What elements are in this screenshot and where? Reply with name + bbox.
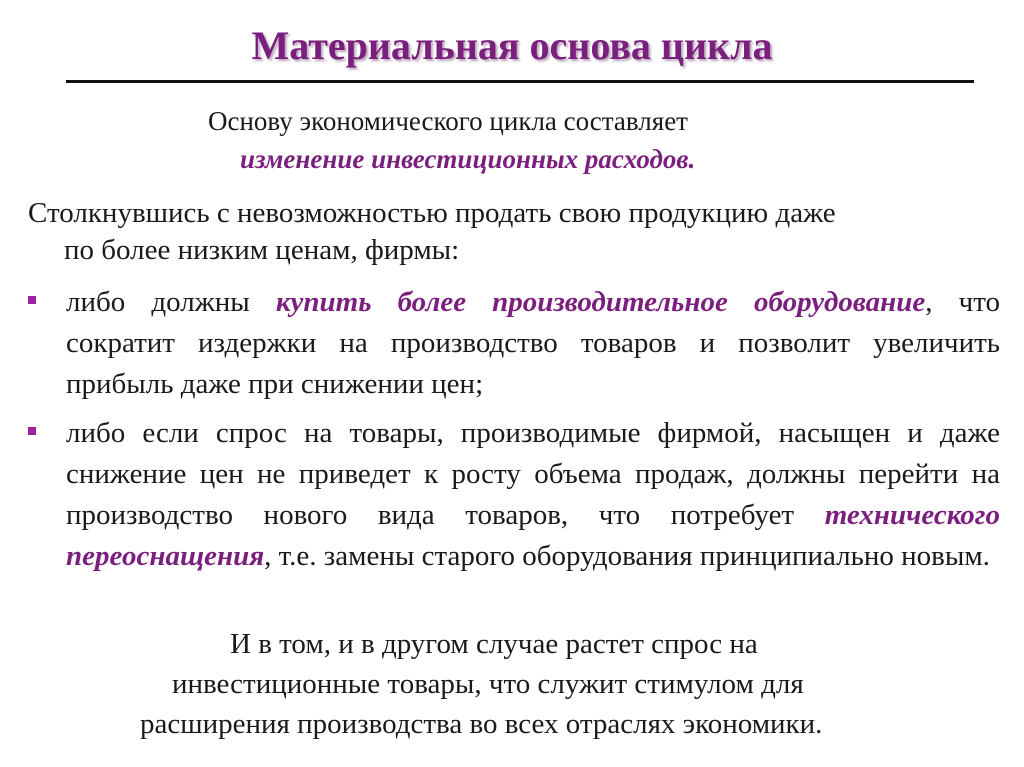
bullet-square-icon: [28, 427, 36, 435]
bullet-1-text-after: , что сократит издержки на производство товаров и позволит увеличить прибыль даже при снижении цен;: [66, 286, 1000, 400]
lead-line-1: Столкнувшись с невозможностью продать свою продукцию даже: [28, 197, 836, 229]
bullet-1-text-before: либо должны: [66, 286, 276, 318]
conclusion-line-2: инвестиционные товары, что служит стимулом для: [172, 668, 804, 700]
bullet-item-1: [66, 282, 1000, 405]
bullet-2-emphasis: технического переоснащения: [66, 499, 1000, 572]
lead-paragraph: [28, 195, 1003, 269]
bullet-2-text-after: , т.е. замены старого оборудования принципиально новым.: [264, 540, 990, 572]
intro-line-1: Основу экономического цикла составляет: [208, 106, 688, 136]
intro-line-2-emphasis: изменение инвестиционных расходов.: [240, 144, 696, 174]
bullet-2-text-before: либо если спрос на товары, производимые фирмой, насыщен и даже снижение цен не приведет к росту объема продаж, должны перейти на производство нового вида товаров, что потребует: [66, 417, 1000, 531]
conclusion-line-3: расширения производства во всех отраслях экономики.: [140, 708, 823, 740]
slide-title: Материальная основа цикла: [251, 23, 773, 68]
bullet-square-icon: [28, 296, 36, 304]
bullet-1-emphasis: купить более производительное оборудование: [275, 286, 926, 318]
lead-line-2: по более низким ценам, фирмы:: [64, 234, 460, 266]
title-divider: [66, 80, 974, 83]
conclusion-line-1: И в том, и в другом случае растет спрос на: [230, 628, 758, 660]
bullet-item-2: [66, 413, 1000, 577]
